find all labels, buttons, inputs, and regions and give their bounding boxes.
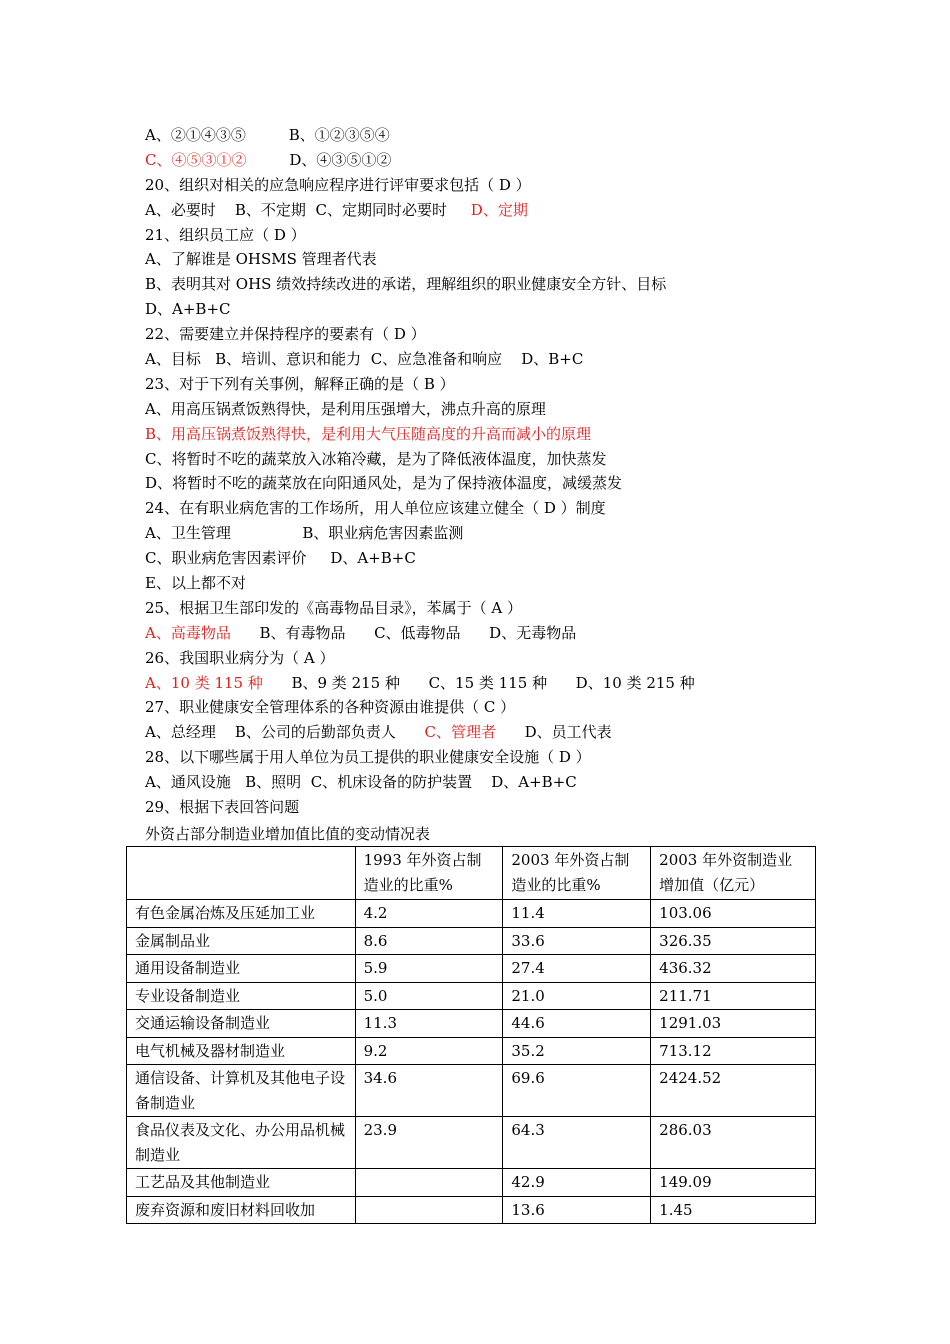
table-cell: 713.12: [651, 1037, 816, 1065]
table-cell: 9.2: [355, 1037, 503, 1065]
text-line: [145, 795, 845, 820]
table-cell: 8.6: [355, 927, 503, 955]
table-cell: 33.6: [503, 927, 651, 955]
table-row: [127, 1010, 816, 1038]
text-line: [145, 621, 845, 646]
line-segment: 27、职业健康安全管理体系的各种资源由谁提供（ C ）: [145, 698, 516, 717]
table-cell: 149.09: [651, 1169, 816, 1197]
row-label: 通用设备制造业: [127, 955, 356, 983]
text-line: [145, 471, 845, 496]
column-header: [127, 847, 356, 900]
table-header-row: [127, 847, 816, 900]
table-cell: 69.6: [503, 1065, 651, 1117]
line-segment: D、A+B+C: [145, 300, 231, 319]
table-cell: 286.03: [651, 1117, 816, 1169]
text-line: [145, 646, 845, 671]
line-segment: 20、组织对相关的应急响应程序进行评审要求包括（ D ）: [145, 175, 531, 194]
text-line: [145, 770, 845, 795]
table-row: [127, 955, 816, 983]
row-label: 食品仪表及文化、办公用品机械制造业: [127, 1117, 356, 1169]
line-segment: E、以上都不对: [145, 574, 246, 593]
table-cell: 21.0: [503, 982, 651, 1010]
text-line: [145, 521, 845, 546]
line-segment: A、总经理 B、公司的后勤部负责人: [145, 723, 425, 742]
table-cell: 103.06: [651, 900, 816, 928]
line-segment: 29、根据下表回答问题: [145, 798, 300, 817]
line-segment: A、②①④③⑤ B、①②③⑤④: [145, 126, 390, 144]
answer-highlight: D、定期: [470, 200, 528, 219]
line-segment: D、员工代表: [496, 723, 612, 742]
row-label: 专业设备制造业: [127, 982, 356, 1010]
table-cell: 35.2: [503, 1037, 651, 1065]
line-segment: A、卫生管理 B、职业病危害因素监测: [145, 524, 464, 543]
table-row: [127, 1169, 816, 1197]
line-segment: C、将暂时不吃的蔬菜放入冰箱冷藏，是为了降低液体温度，加快蒸发: [145, 449, 607, 468]
table-cell: 64.3: [503, 1117, 651, 1169]
table-row: [127, 1065, 816, 1117]
text-line: [145, 247, 845, 272]
text-line: [145, 322, 845, 347]
line-segment: A、目标 B、培训、意识和能力 C、应急准备和响应 D、B+C: [145, 350, 584, 369]
text-line: [145, 447, 845, 472]
table-cell: 326.35: [651, 927, 816, 955]
text-line: [145, 596, 845, 621]
line-segment: 22、需要建立并保持程序的要素有（ D ）: [145, 325, 426, 344]
table-row: [127, 1037, 816, 1065]
table-cell: 5.9: [355, 955, 503, 983]
line-segment: A、用高压锅煮饭熟得快，是利用压强增大，沸点升高的原理: [145, 399, 546, 418]
table-cell: [355, 1196, 503, 1224]
answer-highlight: A、高毒物品: [145, 623, 231, 642]
row-label: 通信设备、计算机及其他电子设备制造业: [127, 1065, 356, 1117]
text-line: [145, 148, 845, 173]
column-header: 2003 年外资占制造业的比重%: [503, 847, 651, 900]
line-segment: B、9 类 215 种 C、15 类 115 种 D、10 类 215 种: [262, 673, 695, 692]
text-line: [145, 397, 845, 422]
text-line: [145, 173, 845, 198]
row-label: 交通运输设备制造业: [127, 1010, 356, 1038]
table-cell: 34.6: [355, 1065, 503, 1117]
question-list: [145, 123, 845, 820]
row-label: 废弃资源和废旧材料回收加: [127, 1196, 356, 1224]
line-segment: D、将暂时不吃的蔬菜放在向阳通风处，是为了保持液体温度，减缓蒸发: [145, 474, 623, 493]
text-line: [145, 695, 845, 720]
line-segment: 24、在有职业病危害的工作场所，用人单位应该建立健全（ D ）制度: [145, 499, 606, 518]
answer-highlight: C、管理者: [424, 723, 497, 742]
text-line: [145, 272, 845, 297]
column-header: 1993 年外资占制造业的比重%: [355, 847, 503, 900]
line-segment: C、职业病危害因素评价 D、A+B+C: [145, 549, 416, 568]
text-line: [145, 671, 845, 696]
table-cell: [355, 1169, 503, 1197]
table-cell: 5.0: [355, 982, 503, 1010]
line-segment: A、必要时 B、不定期 C、定期同时必要时: [145, 200, 471, 219]
column-header: 2003 年外资制造业增加值（亿元）: [651, 847, 816, 900]
answer-highlight: B、用高压锅煮饭熟得快，是利用大气压随高度的升高而减小的原理: [145, 424, 592, 443]
table-row: [127, 900, 816, 928]
table-cell: 11.3: [355, 1010, 503, 1038]
answer-highlight: A、10 类 115 种: [145, 673, 263, 692]
row-label: 有色金属冶炼及压延加工业: [127, 900, 356, 928]
line-segment: 23、对于下列有关事例，解释正确的是（ B ）: [145, 374, 455, 393]
text-line: [145, 297, 845, 322]
table-cell: 436.32: [651, 955, 816, 983]
line-segment: B、有毒物品 C、低毒物品 D、无毒物品: [230, 623, 577, 642]
line-segment: A、了解谁是 OHSMS 管理者代表: [145, 250, 377, 269]
text-line: [145, 198, 845, 223]
table-cell: 23.9: [355, 1117, 503, 1169]
text-line: [145, 496, 845, 521]
answer-highlight: C、④⑤③①②: [145, 150, 247, 169]
text-line: [145, 571, 845, 596]
table-cell: 13.6: [503, 1196, 651, 1224]
row-label: 工艺品及其他制造业: [127, 1169, 356, 1197]
line-segment: 28、以下哪些属于用人单位为员工提供的职业健康安全设施（ D ）: [145, 748, 591, 767]
table-cell: 211.71: [651, 982, 816, 1010]
text-line: [145, 720, 845, 745]
text-line: [145, 372, 845, 397]
table-row: [127, 1117, 816, 1169]
table-row: [127, 982, 816, 1010]
table-cell: 11.4: [503, 900, 651, 928]
table-row: [127, 1196, 816, 1224]
line-segment: A、通风设施 B、照明 C、机床设备的防护装置 D、A+B+C: [145, 773, 577, 792]
data-table: [126, 846, 816, 1224]
table-cell: 1.45: [651, 1196, 816, 1224]
table-cell: 27.4: [503, 955, 651, 983]
text-line: [145, 347, 845, 372]
table-cell: 44.6: [503, 1010, 651, 1038]
text-line: [145, 123, 845, 148]
text-line: [145, 546, 845, 571]
table-cell: 42.9: [503, 1169, 651, 1197]
table-cell: 1291.03: [651, 1010, 816, 1038]
row-label: 电气机械及器材制造业: [127, 1037, 356, 1065]
table-row: [127, 927, 816, 955]
table-cell: 4.2: [355, 900, 503, 928]
table-cell: 2424.52: [651, 1065, 816, 1117]
text-line: [145, 745, 845, 770]
text-line: [145, 422, 845, 447]
line-segment: 25、根据卫生部印发的《高毒物品目录》，苯属于（ A ）: [145, 598, 522, 617]
line-segment: B、表明其对 OHS 绩效持续改进的承诺，理解组织的职业健康安全方针、目标: [145, 275, 667, 294]
row-label: 金属制品业: [127, 927, 356, 955]
line-segment: 21、组织员工应（ D ）: [145, 225, 306, 244]
line-segment: 26、我国职业病分为（ A ）: [145, 648, 335, 667]
table-caption: 外资占部分制造业增加值比值的变动情况表: [145, 825, 431, 843]
text-line: [145, 223, 845, 248]
line-segment: D、④③⑤①②: [246, 150, 392, 169]
